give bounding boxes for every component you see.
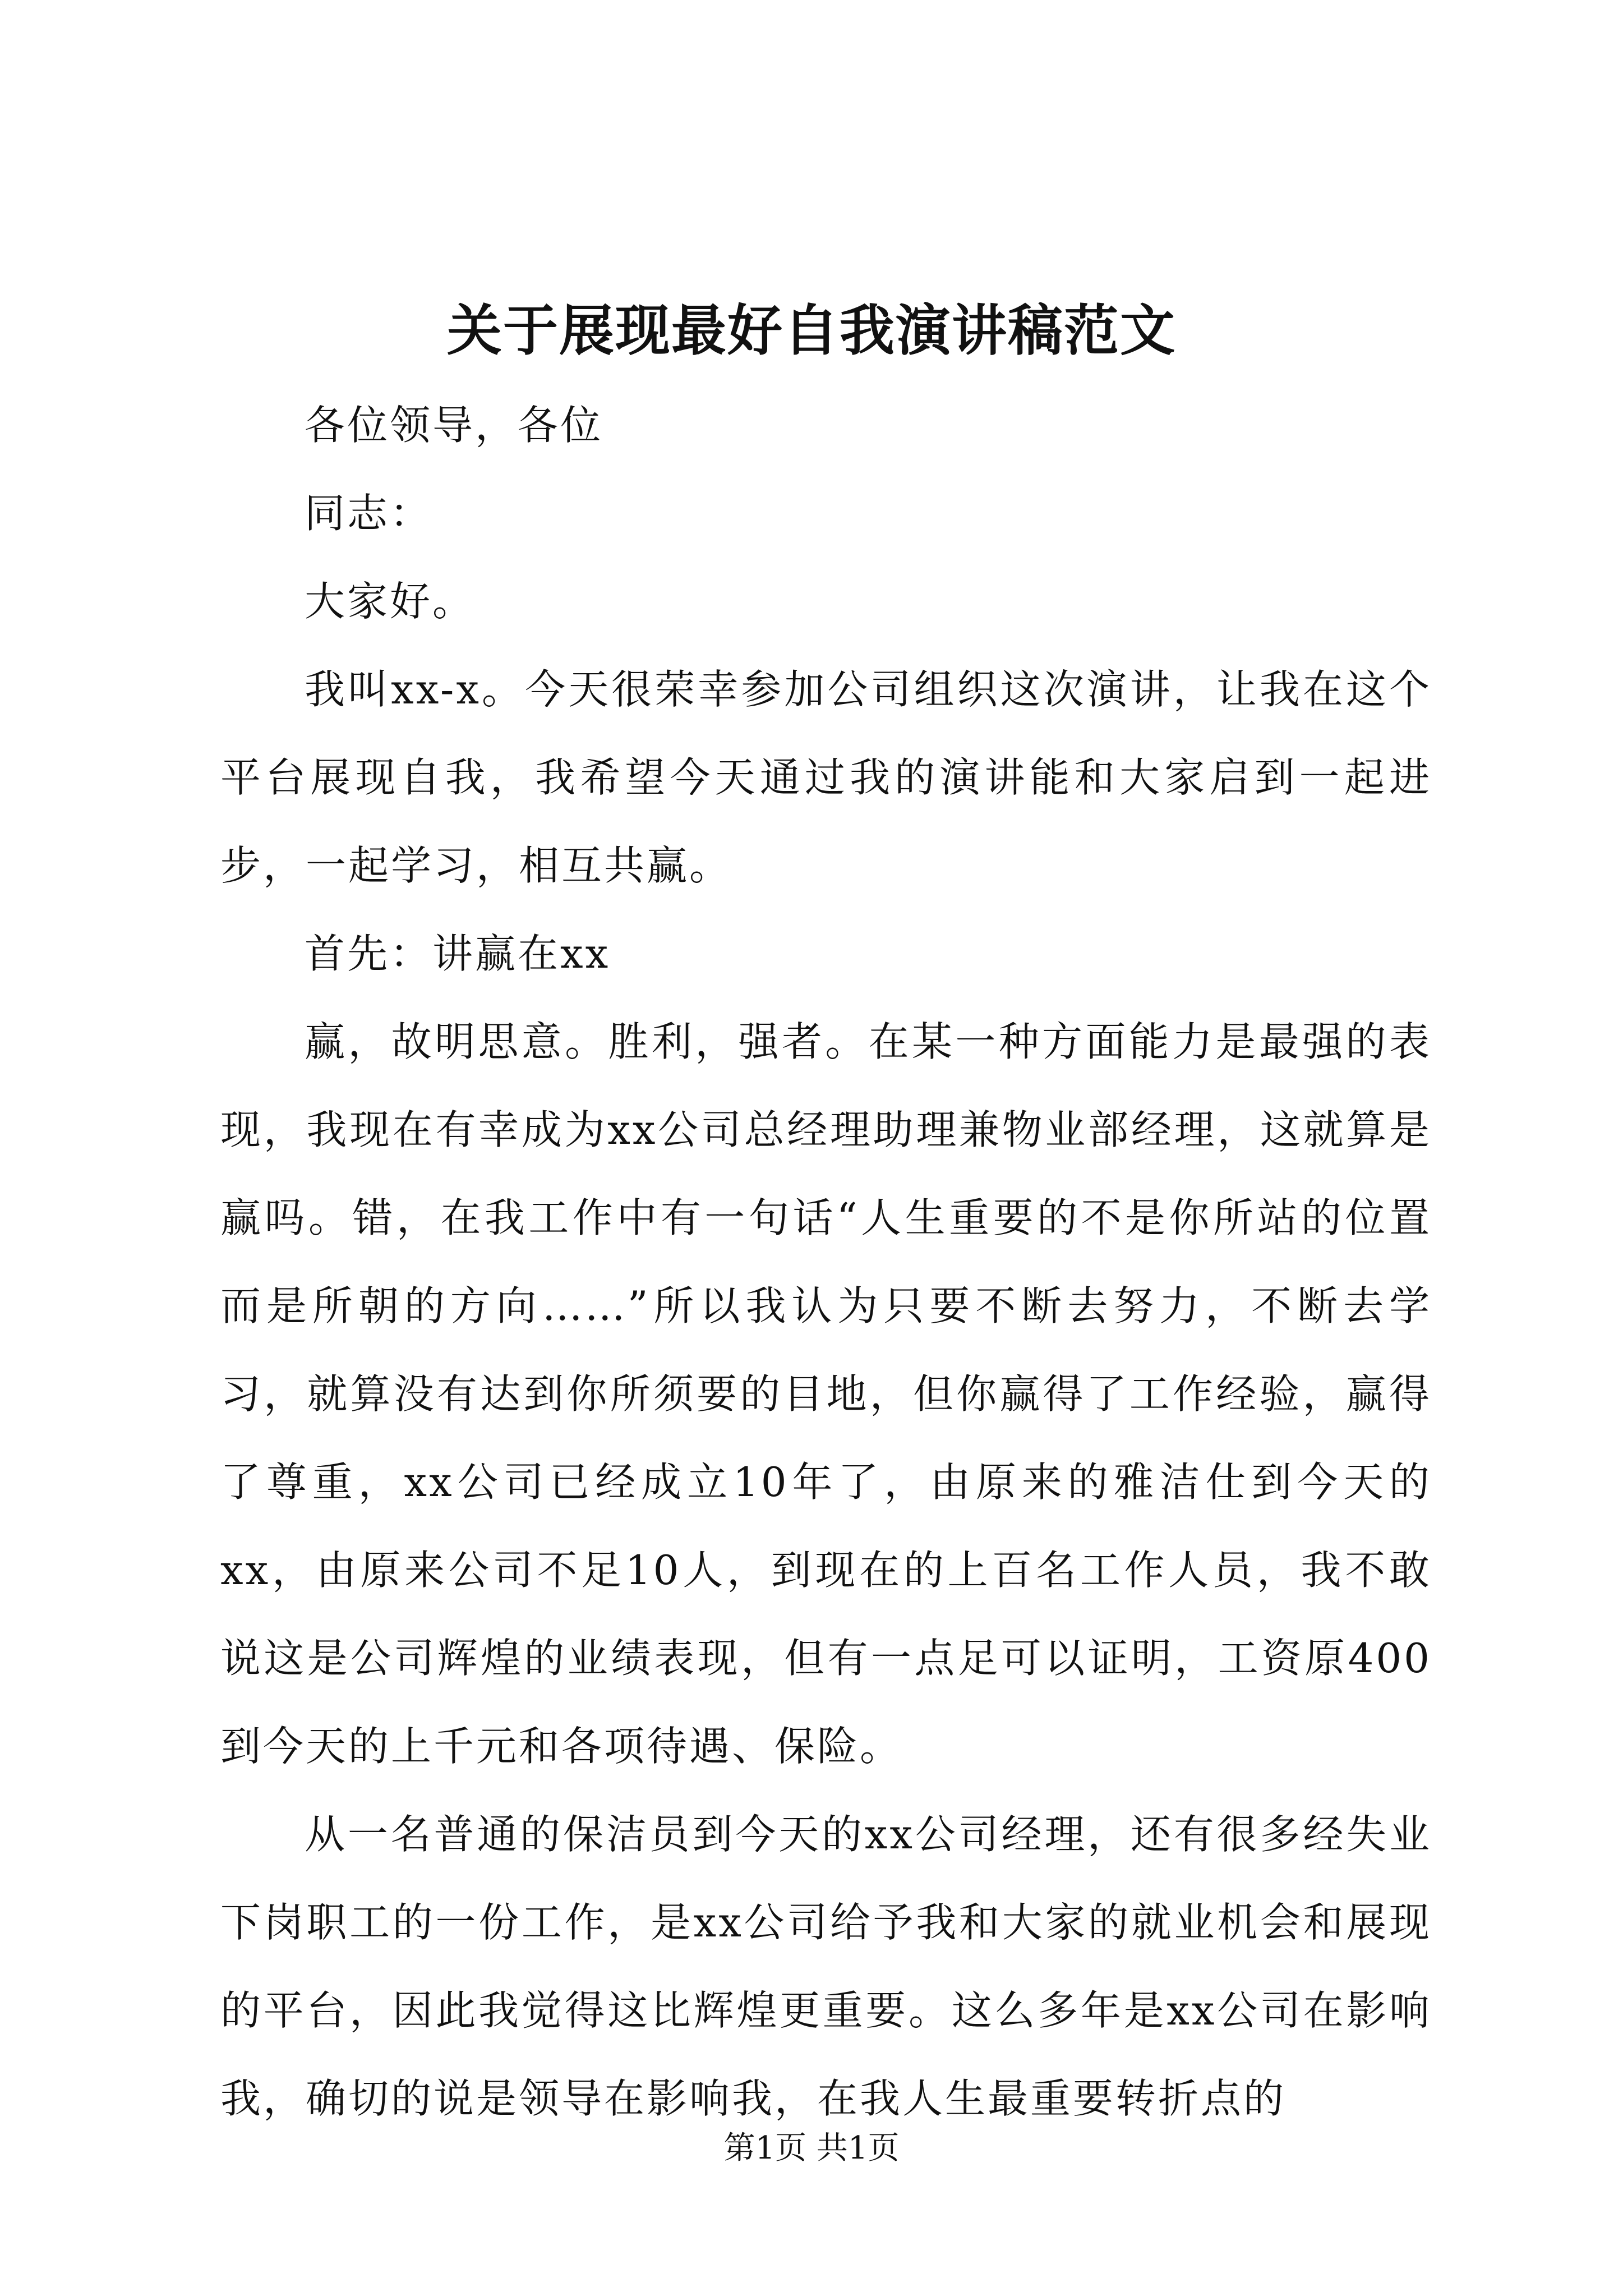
paragraph-body: 赢，故明思意。胜利，强者。在某一种方面能力是最强的表现，我现在有幸成为xx公司总经理助理兼物业部经理，这就算是赢吗。错，在我工作中有一句话“人生重要的不是你所站的位置而是所朝的方向……”所以我认为只要不断去努力，不断去学习，就算没有达到你所须要的目地，但你赢得了工作经验，赢得了尊重，xx公司已经成立10年了，由原来的雅洁仕到今天的xx，由原来公司不足10人，到现在的上百名工作人员，我不敢说这是公司辉煌的业绩表现，但有一点足可以证明，工资原400到今天的上千元和各项待遇、保险。 <box>220 1018 1432 1770</box>
paragraph-salutation-continued: 同志： <box>305 490 433 537</box>
page-footer: 第1页 共1页 <box>723 2130 900 2166</box>
paragraph-salutation: 各位领导，各位 <box>305 402 603 449</box>
document-title: 关于展现最好自我演讲稿范文 <box>446 298 1176 363</box>
paragraph-greeting: 大家好。 <box>305 578 476 625</box>
paragraph-body: 从一名普通的保洁员到今天的xx公司经理，还有很多经失业下岗职工的一份工作，是xx公司给予我和大家的就业机会和展现的平台，因此我觉得这比辉煌更重要。这么多年是xx公司在影响我，确切的说是领导在影响我，在我人生最重要转折点的 <box>220 1811 1432 2122</box>
document-body <box>220 381 1432 2143</box>
paragraph-section-heading: 首先：讲赢在xx <box>305 930 611 977</box>
paragraph-introduction: 我叫xx-x。今天很荣幸参加公司组织这次演讲，让我在这个平台展现自我，我希望今天通过我的演讲能和大家启到一起进步，一起学习，相互共赢。 <box>220 666 1432 889</box>
